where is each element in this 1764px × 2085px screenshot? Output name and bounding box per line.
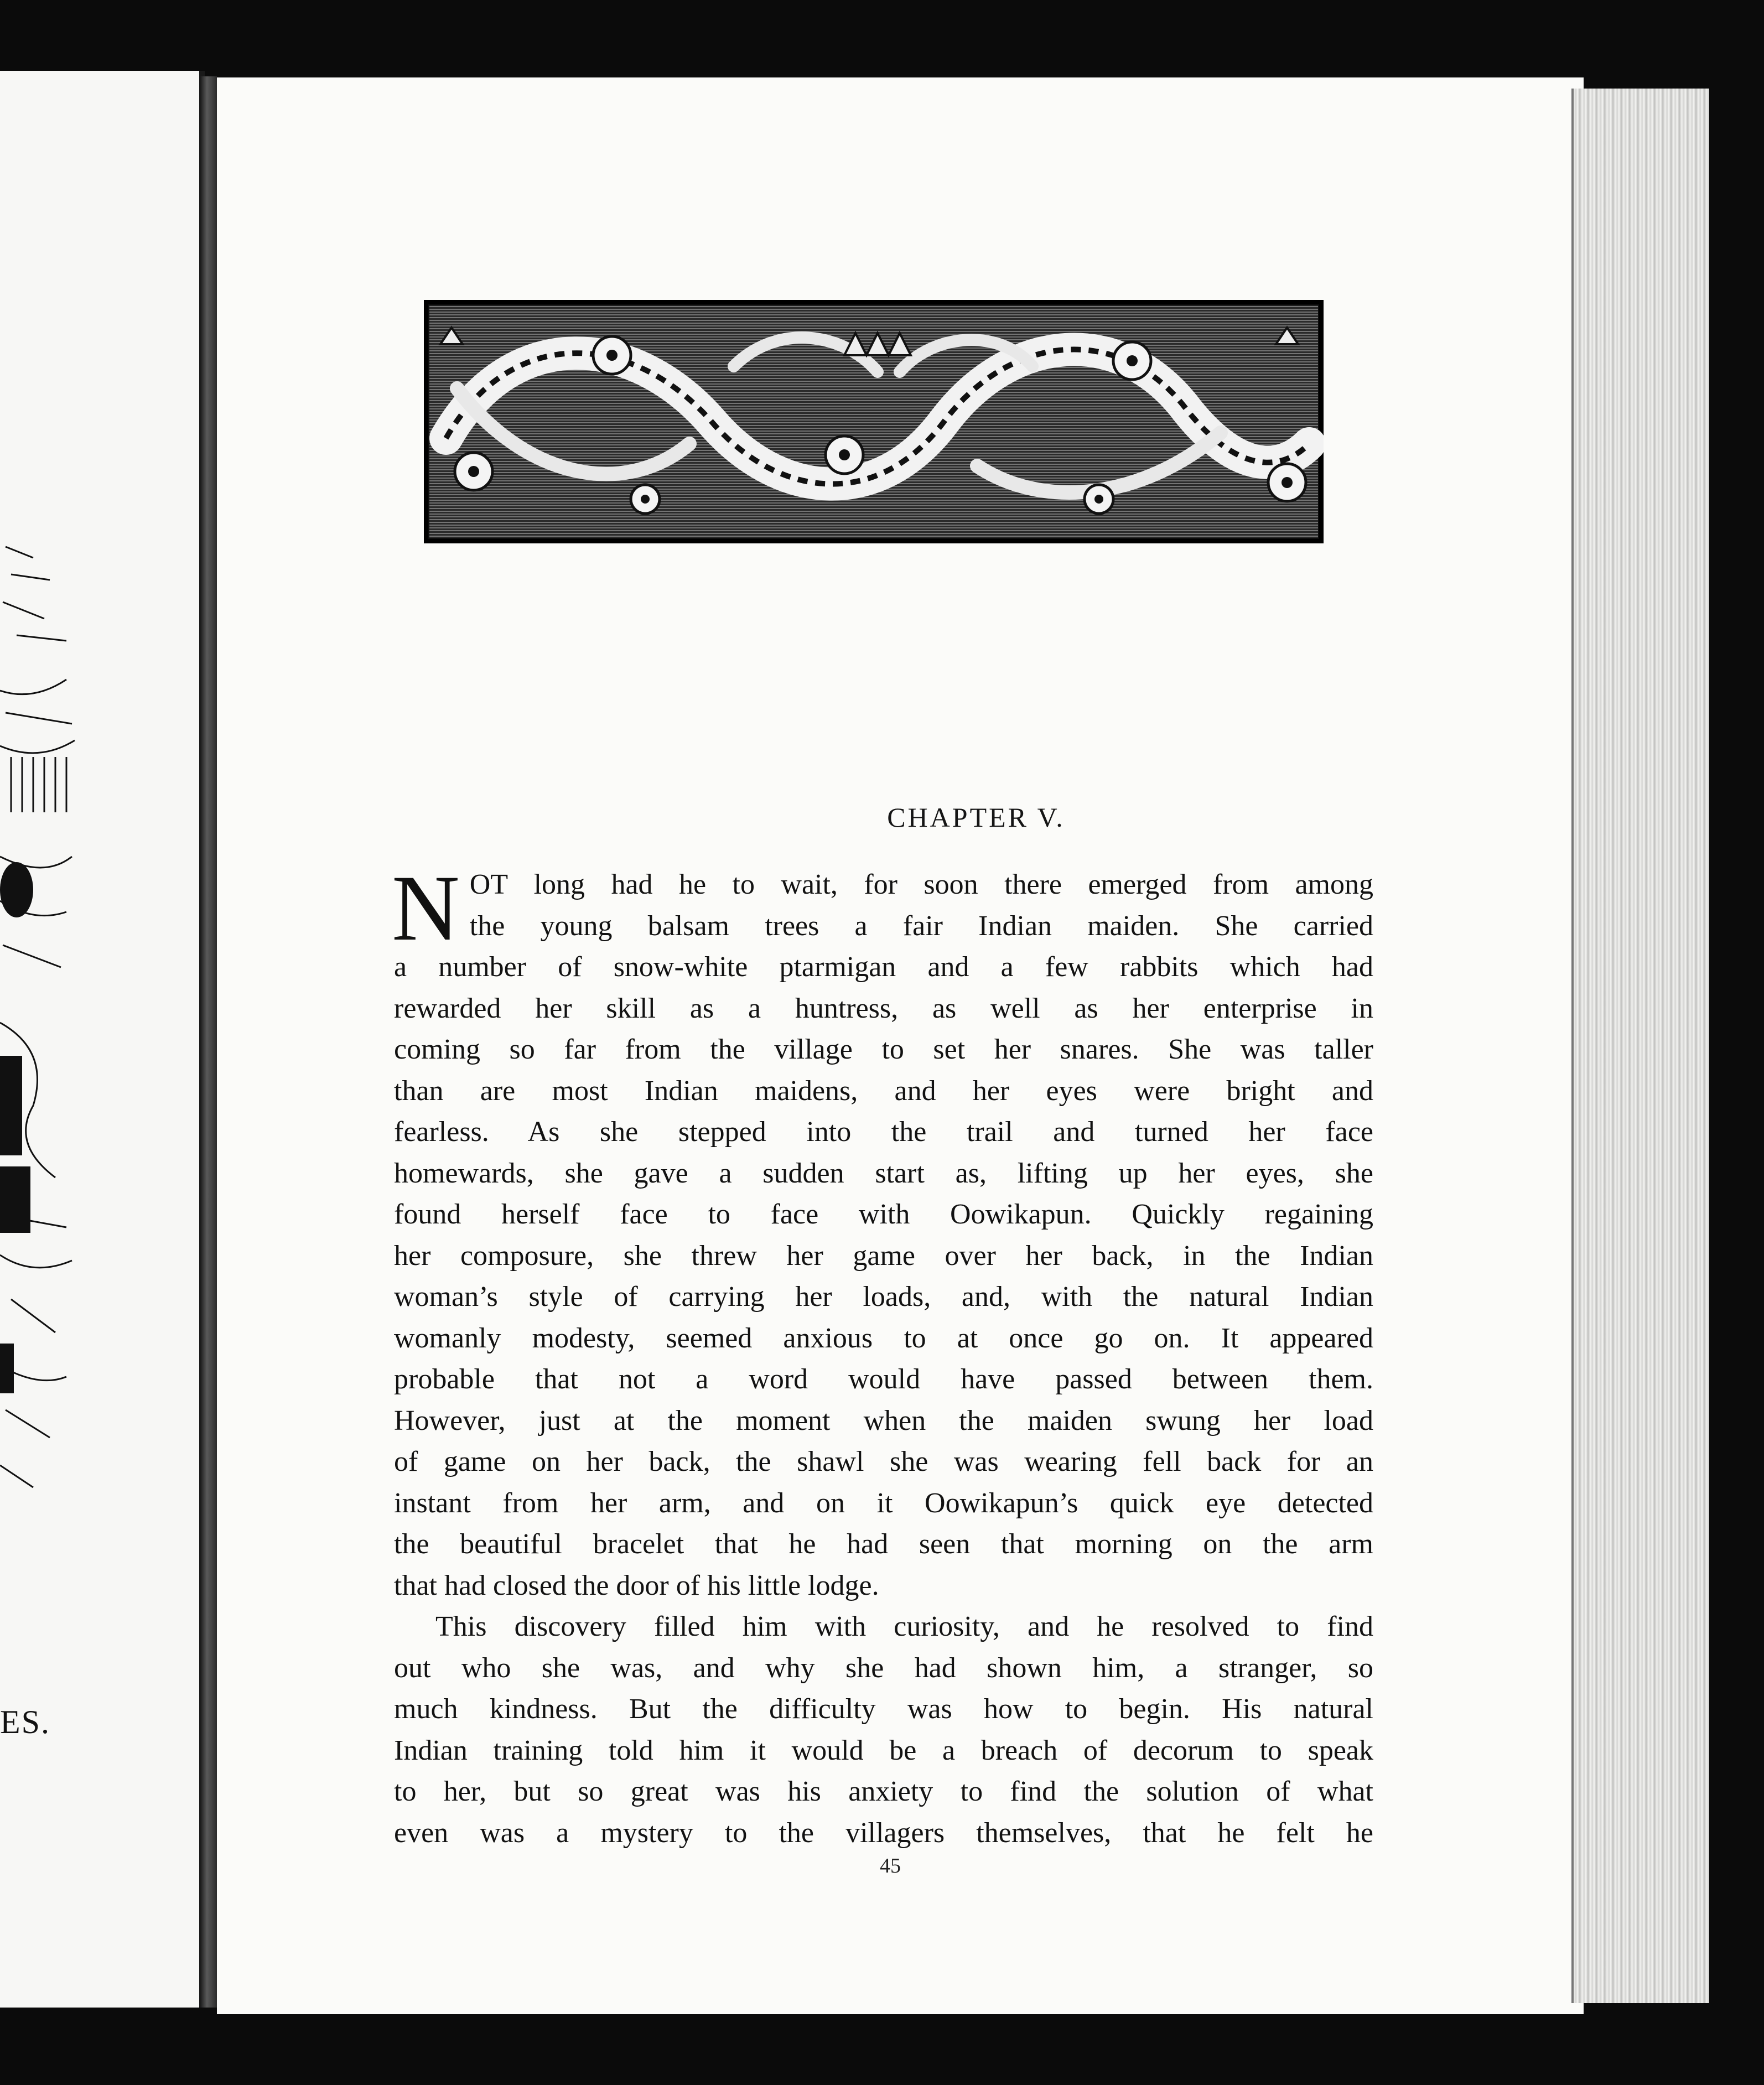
text-line: a number of snow-white ptarmigan and a few rabbits which had (394, 951, 1373, 983)
ornamental-headpiece (424, 300, 1324, 543)
left-page-text-fragment: ES. (0, 1704, 51, 1740)
text-line: probable that not a word would have passed between them. (394, 1363, 1373, 1395)
text-line: found herself face to face with Oowikapun. Quickly regaining (394, 1199, 1373, 1230)
left-page-illustration (0, 525, 77, 1498)
text-line: womanly modesty, seemed anxious to at once go on. It appeared (394, 1322, 1373, 1354)
text-line: much kindness. But the difficulty was how to begin. His natural (394, 1693, 1373, 1725)
text-line: the young balsam trees a fair Indian maiden. She carried (469, 910, 1373, 942)
text-line: However, just at the moment when the maiden swung her load (394, 1404, 1373, 1436)
text-line: to her, but so great was his anxiety to find the solution of what (394, 1776, 1373, 1807)
text-line: even was a mystery to the villagers themselves, that he felt he (394, 1817, 1373, 1849)
text-line: coming so far from the village to set her snares. She was taller (394, 1034, 1373, 1065)
text-line: This discovery filled him with curiosity, and he resolved to find (435, 1611, 1373, 1642)
text-line: her composure, she threw her game over her back, in the Indian (394, 1239, 1373, 1272)
text-line: homewards, she gave a sudden start as, lifting up her eyes, she (394, 1157, 1373, 1189)
chapter-title: CHAPTER V. (887, 802, 1065, 833)
body-text (392, 856, 1373, 1854)
left-page (0, 71, 205, 2008)
book-gutter (200, 76, 217, 2008)
page-edges (1571, 89, 1709, 2003)
text-line: woman’s style of carrying her loads, and, with the natural Indian (394, 1281, 1373, 1313)
text-line: out who she was, and why she had shown him, a stranger, so (394, 1652, 1373, 1684)
chapter-heading (0, 801, 1764, 833)
headpiece-ornament (424, 300, 1324, 543)
page-number: 45 (880, 1854, 901, 1877)
text-line: than are most Indian maidens, and her eyes were bright and (394, 1075, 1373, 1107)
paragraph-2 (394, 1606, 1373, 1854)
text-line: rewarded her skill as a huntress, as well as her enterprise in (394, 992, 1373, 1024)
text-line: of game on her back, the shawl she was wearing fell back for an (394, 1446, 1373, 1477)
text-line: instant from her arm, and on it Oowikapun’s quick eye detected (394, 1487, 1373, 1519)
text-line: the beautiful bracelet that he had seen that morning on the arm (394, 1528, 1373, 1560)
text-line: that had closed the door of his little lodge. (394, 1569, 879, 1601)
text-line: Indian training told him it would be a breach of decorum to speak (394, 1734, 1373, 1766)
paragraph-1 (392, 856, 1373, 1606)
text-line: OT long had he to wait, for soon there emerged from among (469, 869, 1373, 900)
text-line: fearless. As she stepped into the trail and turned her face (394, 1116, 1373, 1148)
drop-cap: N (392, 856, 460, 960)
